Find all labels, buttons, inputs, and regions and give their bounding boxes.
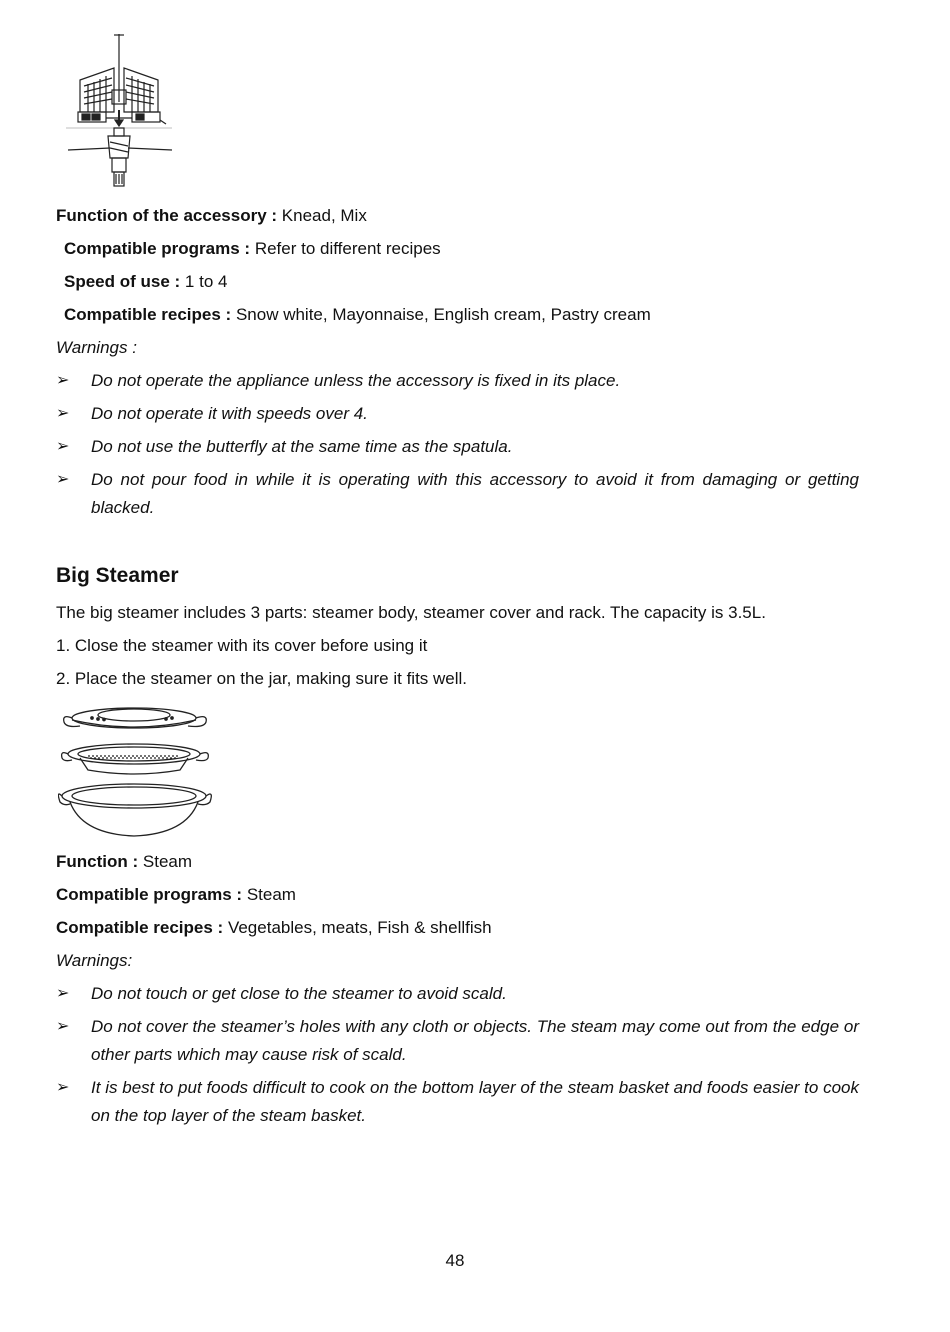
- recipes-value: Snow white, Mayonnaise, English cream, Pastry cream: [235, 305, 651, 324]
- steamer-warnings-label: Warnings:: [56, 951, 133, 970]
- steamer-illustration: [58, 702, 214, 842]
- function-value: Steam: [142, 852, 193, 871]
- section-heading-big-steamer: Big Steamer: [56, 564, 179, 587]
- recipes-value: Vegetables, meats, Fish & shellfish: [227, 918, 492, 937]
- steamer-intro: The big steamer includes 3 parts: steamer body, steamer cover and rack. The capacity is 3.5L.: [56, 603, 766, 622]
- programs-label: Compatible programs :: [56, 885, 243, 904]
- recipes-label: Compatible recipes :: [64, 305, 232, 324]
- steamer-programs-line: [56, 884, 296, 906]
- steamer-warning-2: Do not cover the steamer’s holes with any cloth or objects. The steam may come out from the edge or other parts which may cause risk of scald.: [91, 1017, 859, 1064]
- arrow-bullet-icon: ➢: [56, 438, 70, 455]
- butterfly-accessory-illustration: [62, 32, 177, 192]
- butterfly-warning-3: Do not use the butterfly at the same time as the spatula.: [91, 437, 513, 456]
- butterfly-function-line: [56, 205, 367, 227]
- butterfly-warnings-label: Warnings :: [56, 338, 137, 357]
- page-number: 48: [445, 1251, 465, 1270]
- steamer-step-2: 2. Place the steamer on the jar, making sure it fits well.: [56, 669, 468, 688]
- speed-value: 1 to 4: [184, 272, 228, 291]
- arrow-bullet-icon: ➢: [56, 1079, 70, 1096]
- butterfly-warning-2: Do not operate it with speeds over 4.: [91, 404, 368, 423]
- butterfly-warning-4: Do not pour food in while it is operating with this accessory to avoid it from damaging or getting blacked.: [91, 470, 859, 517]
- steamer-warning-1: Do not touch or get close to the steamer to avoid scald.: [91, 984, 507, 1003]
- recipes-label: Compatible recipes :: [56, 918, 224, 937]
- arrow-bullet-icon: ➢: [56, 985, 70, 1002]
- arrow-bullet-icon: ➢: [56, 471, 70, 488]
- butterfly-warning-1: Do not operate the appliance unless the accessory is fixed in its place.: [91, 371, 621, 390]
- function-value: Knead, Mix: [281, 206, 367, 225]
- programs-value: Steam: [246, 885, 296, 904]
- programs-value: Refer to different recipes: [254, 239, 441, 258]
- arrow-bullet-icon: ➢: [56, 1018, 70, 1035]
- function-label: Function :: [56, 852, 139, 871]
- butterfly-recipes-line: [64, 304, 651, 326]
- speed-label: Speed of use :: [64, 272, 181, 291]
- programs-label: Compatible programs :: [64, 239, 251, 258]
- steamer-recipes-line: [56, 917, 492, 939]
- arrow-bullet-icon: ➢: [56, 405, 70, 422]
- arrow-bullet-icon: ➢: [56, 372, 70, 389]
- steamer-step-1: 1. Close the steamer with its cover before using it: [56, 636, 428, 655]
- butterfly-speed-line: [64, 271, 227, 293]
- steamer-warning-3: It is best to put foods difficult to cook on the bottom layer of the steam basket and foods easier to cook on the top layer of the steam basket.: [91, 1078, 859, 1125]
- steamer-function-line: [56, 851, 192, 873]
- function-label: Function of the accessory :: [56, 206, 278, 225]
- butterfly-programs-line: [64, 238, 441, 260]
